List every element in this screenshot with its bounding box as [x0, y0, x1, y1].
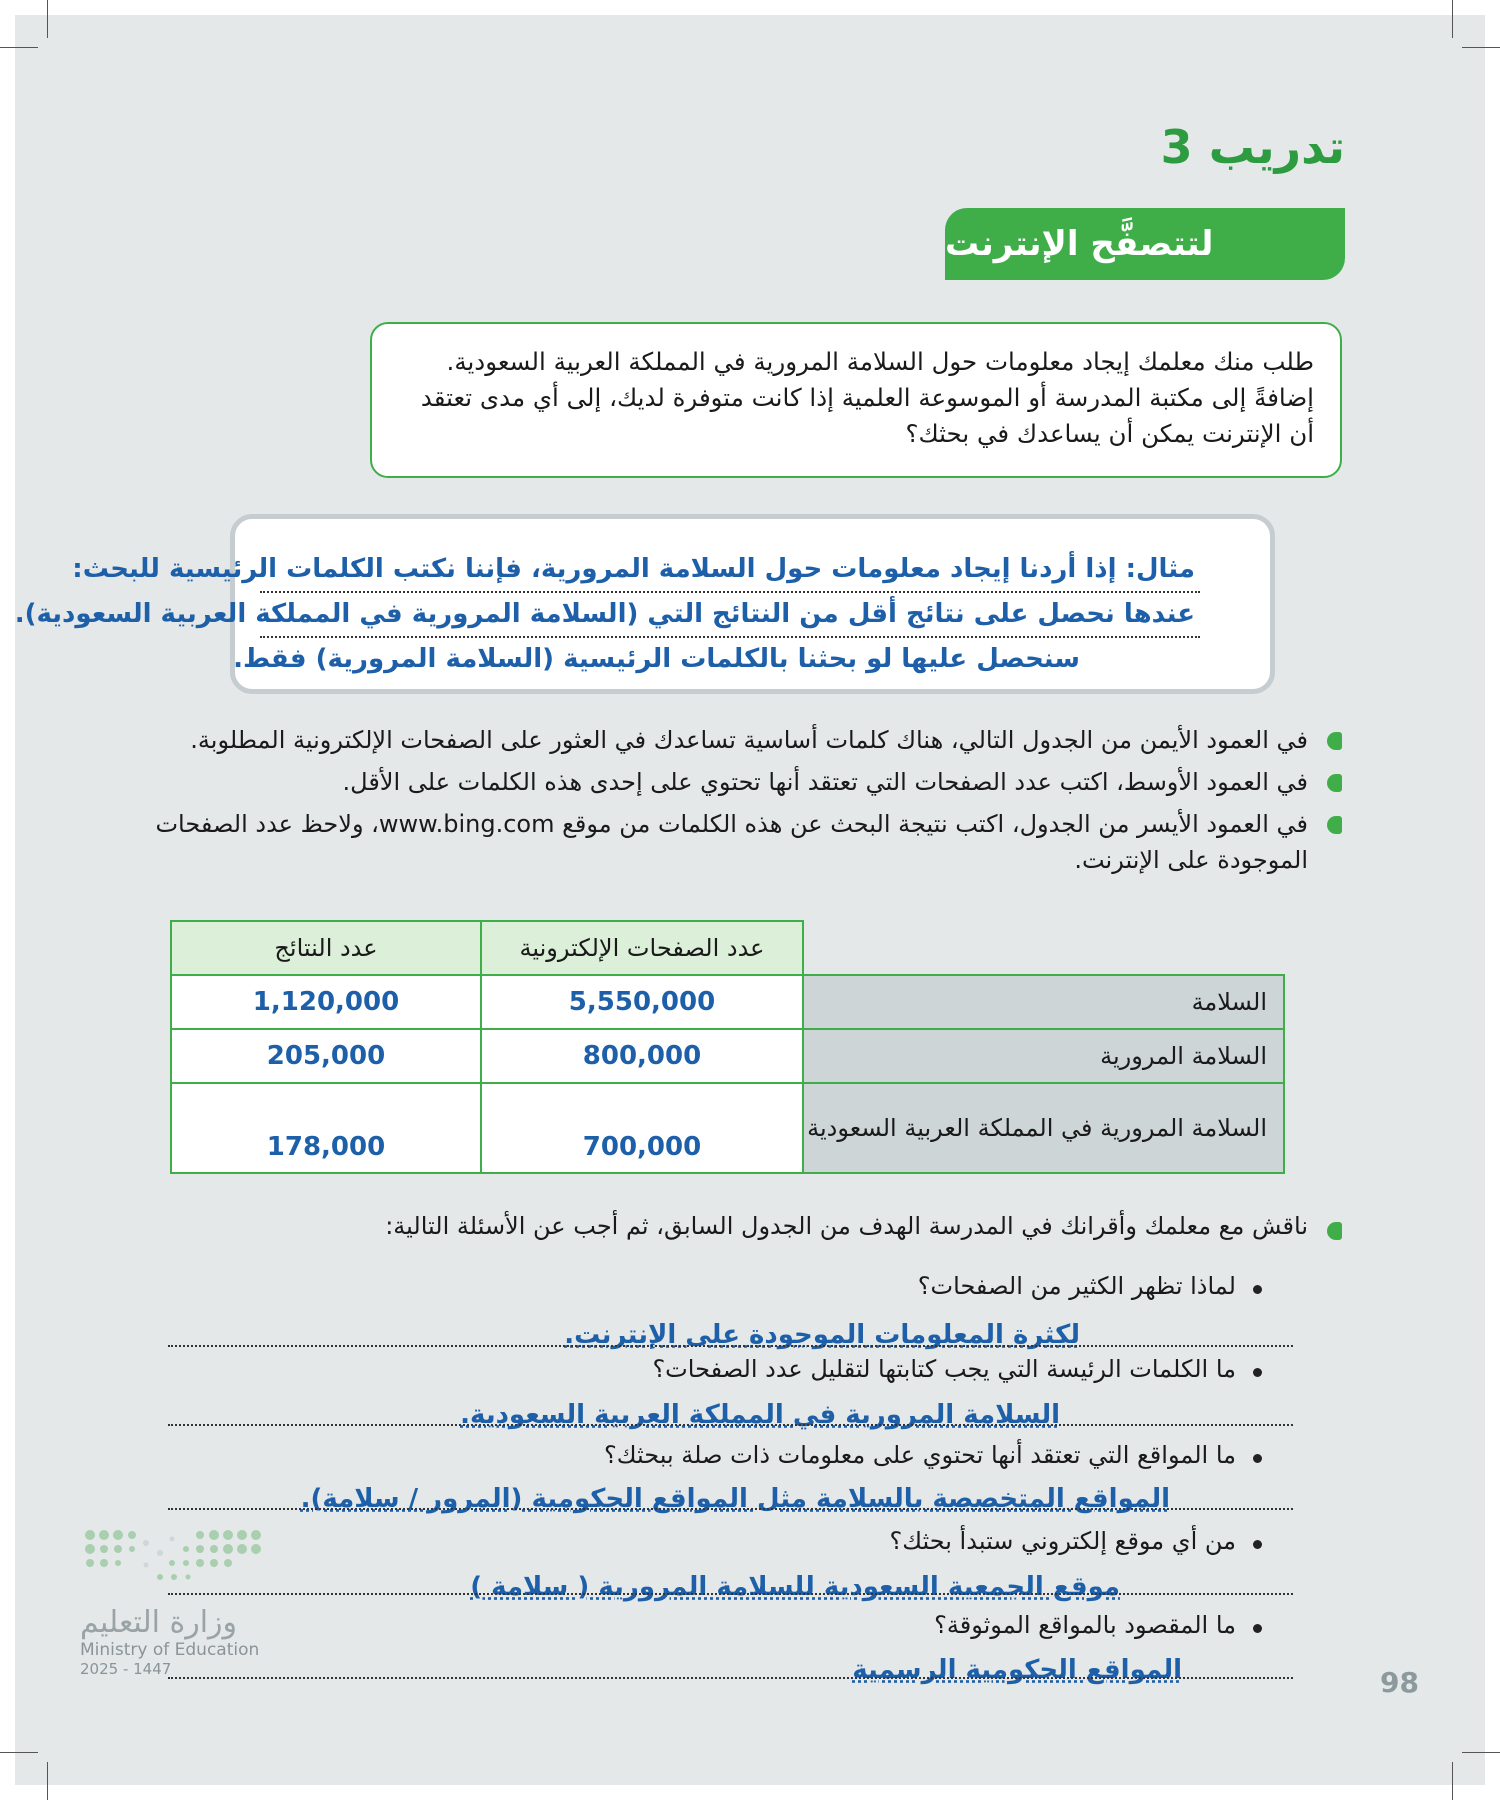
question-item	[604, 1441, 1262, 1469]
question-item	[934, 1611, 1262, 1639]
bullet-icon	[1253, 1368, 1262, 1377]
question-item	[890, 1527, 1262, 1555]
example-line-2: عندها نحصل على نتائج أقل من النتائج التي (السلامة المرورية في المملكة العربية السعودية).	[14, 599, 1195, 629]
question-text: ما المواقع التي تعتقد أنها تحتوي على معلومات ذات صلة ببحثك؟	[604, 1441, 1236, 1469]
answer-text: المواقع الحكومية الرسمية	[852, 1655, 1182, 1685]
question-text: ما المقصود بالمواقع الموثوقة؟	[934, 1611, 1236, 1639]
instruction-text: في العمود الأيمن من الجدول التالي، هناك كلمات أساسية تساعدك في العثور على الصفحات الإلكترونية المطلوبة.	[190, 726, 1308, 754]
crop-mark	[0, 47, 38, 48]
header-results: عدد النتائج	[171, 921, 481, 975]
question-item	[918, 1272, 1262, 1300]
instruction-item	[142, 806, 1342, 878]
green-bullet-icon	[1327, 1222, 1342, 1240]
instruction-item	[142, 764, 1342, 800]
answer-line	[168, 1593, 1293, 1595]
crop-mark	[0, 1752, 38, 1753]
ministry-arabic: وزارة التعليم	[80, 1605, 238, 1640]
crop-mark	[47, 1762, 48, 1800]
answer-line	[168, 1345, 1293, 1347]
answer-text: المواقع المتخصصة بالسلامة مثل المواقع الحكومية (المرور / سلامة).	[300, 1484, 1170, 1514]
discussion-prompt	[385, 1212, 1342, 1240]
table-row	[171, 975, 1284, 1029]
section-banner	[945, 208, 1345, 280]
pages-cell: 700,000	[481, 1083, 803, 1173]
instruction-text: في العمود الأوسط، اكتب عدد الصفحات التي تعتقد أنها تحتوي على إحدى هذه الكلمات على الأقل.	[342, 768, 1308, 796]
results-cell: 1,120,000	[171, 975, 481, 1029]
green-bullet-icon	[1327, 774, 1342, 792]
crop-mark	[1462, 47, 1500, 48]
example-box	[14, 514, 1275, 694]
crop-mark	[47, 0, 48, 38]
bullet-icon	[1253, 1540, 1262, 1549]
crop-mark	[1452, 1762, 1453, 1800]
page-background	[15, 15, 1485, 1785]
keyword-cell: السلامة المرورية في المملكة العربية السعودية	[803, 1083, 1284, 1173]
pages-cell: 800,000	[481, 1029, 803, 1083]
ministry-english: Ministry of Education	[80, 1640, 260, 1660]
bullet-icon	[1253, 1624, 1262, 1633]
answer-text: السلامة المرورية في المملكة العربية السعودية.	[460, 1400, 1060, 1430]
table-header-row	[171, 921, 1284, 975]
instruction-text: في العمود الأيسر من الجدول، اكتب نتيجة البحث عن هذه الكلمات من موقع www.bing.com، ولاحظ عدد الصفحات الموجودة على الإنترنت.	[155, 810, 1308, 874]
ministry-year: 2025 - 1447	[80, 1660, 172, 1678]
answer-line	[260, 591, 1200, 593]
discussion-text: ناقش مع معلمك وأقرانك في المدرسة الهدف من الجدول السابق، ثم أجب عن الأسئلة التالية:	[385, 1212, 1308, 1240]
answer-text: لكثرة المعلومات الموجودة على الإنترنت.	[564, 1320, 1080, 1350]
green-bullet-icon	[1327, 816, 1342, 834]
keyword-cell: السلامة المرورية	[803, 1029, 1284, 1083]
pages-cell: 5,550,000	[481, 975, 803, 1029]
answer-line	[260, 636, 1200, 638]
results-cell: 205,000	[171, 1029, 481, 1083]
question-text: من أي موقع إلكتروني ستبدأ بحثك؟	[889, 1527, 1236, 1555]
exercise-title: تدريب 3	[1160, 120, 1345, 174]
table-row	[171, 1083, 1284, 1173]
keyword-cell: السلامة	[803, 975, 1284, 1029]
instruction-item	[142, 722, 1342, 758]
question-text: ما الكلمات الرئيسة التي يجب كتابتها لتقليل عدد الصفحات؟	[652, 1355, 1236, 1383]
banner-label: لتتصفَّح الإنترنت	[945, 224, 1214, 264]
bullet-icon	[1253, 1454, 1262, 1463]
results-cell: 178,000	[171, 1083, 481, 1173]
results-table	[170, 920, 1285, 1174]
answer-text: موقع الجمعية السعودية للسلامة المرورية ( سلامة )	[470, 1572, 1120, 1602]
intro-box: طلب منك معلمك إيجاد معلومات حول السلامة المرورية في المملكة العربية السعودية. إضافةً إلى مكتبة المدرسة أو الموسوعة العلمية إذا كانت متوفرة لديك، إلى أي مدى تعتقد أن الإنترنت يمكن أن يساعدك في بحثك؟	[370, 322, 1342, 478]
table-row	[171, 1029, 1284, 1083]
instructions-list	[142, 722, 1342, 884]
bullet-icon	[1253, 1285, 1262, 1294]
answer-line	[168, 1677, 1293, 1679]
ministry-logo	[80, 1525, 280, 1678]
crop-mark	[1462, 1752, 1500, 1753]
question-text: لماذا تظهر الكثير من الصفحات؟	[917, 1272, 1236, 1300]
question-item	[652, 1355, 1262, 1383]
answer-line	[168, 1508, 1293, 1510]
example-line-1: مثال: إذا أردنا إيجاد معلومات حول السلامة المرورية، فإننا نكتب الكلمات الرئيسية للبحث:	[72, 554, 1195, 584]
page-number: 98	[1380, 1666, 1419, 1699]
green-bullet-icon	[1327, 732, 1342, 750]
example-line-3: سنحصل عليها لو بحثنا بالكلمات الرئيسية (السلامة المرورية) فقط.	[233, 644, 1080, 674]
header-pages: عدد الصفحات الإلكترونية	[481, 921, 803, 975]
ministry-dots-icon	[80, 1525, 270, 1595]
table-corner	[803, 921, 1284, 975]
answer-line	[168, 1424, 1293, 1426]
crop-mark	[1452, 0, 1453, 38]
